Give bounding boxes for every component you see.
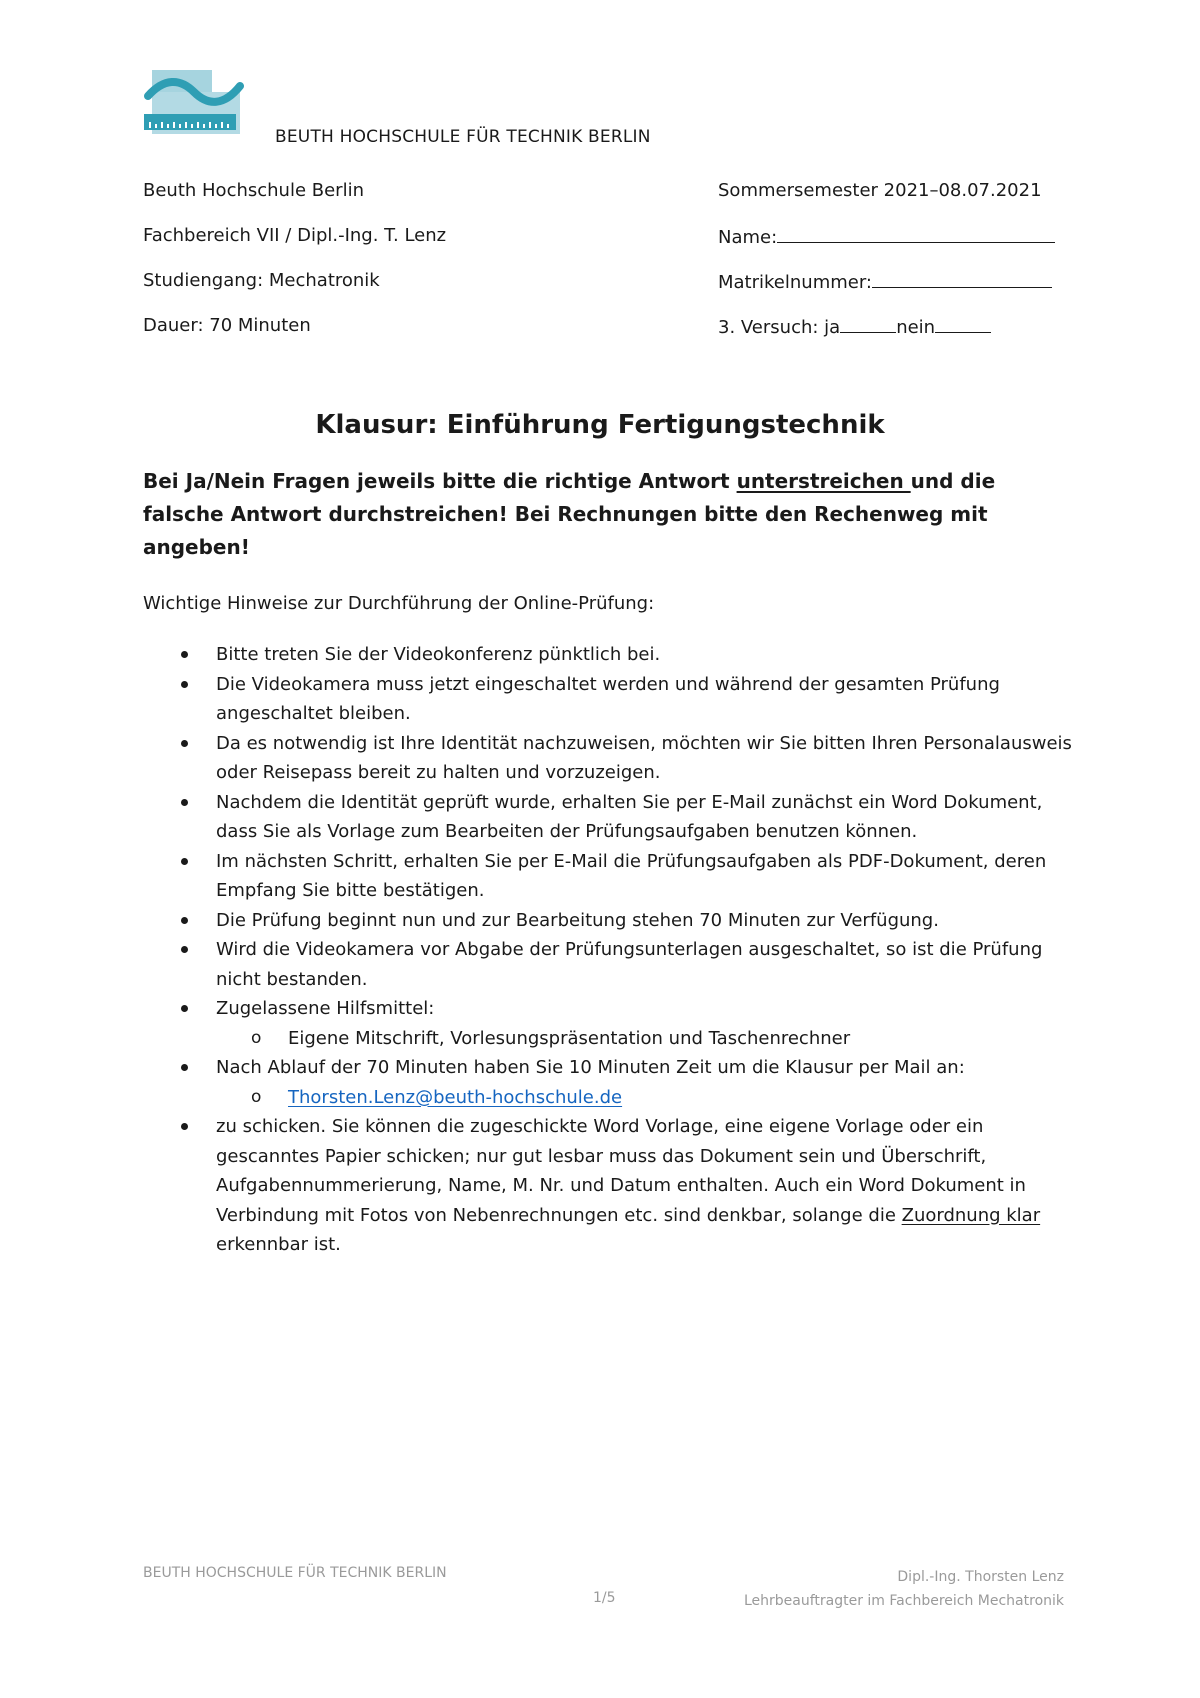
sub-list-item-hilfsmittel: o Eigene Mitschrift, Vorlesungspräsentation und Taschenrechner (143, 1024, 1078, 1054)
last-bullet-text: zu schicken. Sie können die zugeschickte Word Vorlage, eine eigene Vorlage oder ein gescanntes Papier schicken; nur gut lesbar muss das Dokument sein und Überschrift, Aufgabennummerierung, Name, M. Nr. und Datum enthalten. Auch ein Word Dokument in Verbindung mit Fotos von Nebenrechnungen etc. sind denkbar, solange die (216, 1116, 1026, 1226)
versuch-label: 3. Versuch: ja (718, 317, 841, 338)
footer-author (744, 1565, 1064, 1613)
hints-heading: Wichtige Hinweise zur Durchführung der Online-Prüfung: (143, 593, 655, 614)
versuch-field-row (718, 315, 1055, 360)
meta-department: Fachbereich VII / Dipl.-Ing. T. Lenz (143, 225, 447, 246)
instructions (143, 465, 1073, 564)
footer-page-number: 1/5 (593, 1590, 616, 1606)
hints-list (143, 640, 1078, 1260)
versuch-nein-label: nein (896, 317, 936, 338)
list-item: Bitte treten Sie der Videokonferenz pünktlich bei. (143, 640, 1078, 670)
meta-semester: Sommersemester 2021–08.07.2021 (718, 180, 1042, 201)
list-item (143, 1112, 1078, 1260)
matrikel-field-row (718, 270, 1055, 315)
instructions-part1: Bei Ja/Nein Fragen jeweils bitte die richtige Antwort (143, 469, 737, 493)
meta-course: Studiengang: Mechatronik (143, 270, 380, 291)
name-label: Name: (718, 227, 778, 248)
list-item: Die Prüfung beginnt nun und zur Bearbeitung stehen 70 Minuten zur Verfügung. (143, 906, 1078, 936)
list-item: Da es notwendig ist Ihre Identität nachzuweisen, möchten wir Sie bitten Ihren Personalausweis oder Reisepass bereit zu halten und vorzuzeigen. (143, 729, 1078, 788)
list-item: Zugelassene Hilfsmittel: (143, 994, 1078, 1024)
name-fill-line[interactable] (777, 225, 1055, 243)
list-item: Die Videokamera muss jetzt eingeschaltet werden und während der gesamten Prüfung angeschaltet bleiben. (143, 670, 1078, 729)
footer-org: BEUTH HOCHSCHULE FÜR TECHNIK BERLIN (143, 1565, 447, 1581)
org-name: BEUTH HOCHSCHULE FÜR TECHNIK BERLIN (275, 127, 651, 147)
instructions-underlined: unterstreichen (736, 469, 911, 493)
list-item: Wird die Videokamera vor Abgabe der Prüfungsunterlagen ausgeschaltet, so ist die Prüfung nicht bestanden. (143, 935, 1078, 994)
instructions-part2: und die falsche Antwort durchstreichen! Bei Rechnungen bitte den Rechenweg mit angeben! (143, 469, 996, 559)
meta-duration: Dauer: 70 Minuten (143, 315, 311, 336)
footer-author-name: Dipl.-Ing. Thorsten Lenz (897, 1569, 1064, 1585)
last-bullet-tail: erkennbar ist. (216, 1234, 341, 1255)
email-link[interactable]: Thorsten.Lenz@beuth-hochschule.de (288, 1086, 623, 1108)
list-item: Nachdem die Identität geprüft wurde, erhalten Sie per E-Mail zunächst ein Word Dokument, dass Sie als Vorlage zum Bearbeiten der Prüfungsaufgaben benutzen können. (143, 788, 1078, 847)
sub-list-item-email (143, 1083, 1078, 1113)
meta-right-block (718, 180, 1055, 360)
name-field-row (718, 225, 1055, 270)
university-logo (144, 70, 244, 146)
matrikel-label: Matrikelnummer: (718, 272, 872, 293)
last-bullet-underlined: Zuordnung klar (901, 1204, 1041, 1226)
meta-university: Beuth Hochschule Berlin (143, 180, 364, 201)
versuch-nein-line[interactable] (935, 315, 991, 333)
list-item: Im nächsten Schritt, erhalten Sie per E-Mail die Prüfungsaufgaben als PDF-Dokument, deren Empfang Sie bitte bestätigen. (143, 847, 1078, 906)
versuch-ja-line[interactable] (840, 315, 896, 333)
exam-title: Klausur: Einführung Fertigungstechnik (315, 410, 885, 440)
meta-left-block (143, 180, 446, 360)
footer-author-role: Lehrbeauftragter im Fachbereich Mechatronik (743, 1593, 1064, 1609)
matrikel-fill-line[interactable] (872, 270, 1052, 288)
list-item: Nach Ablauf der 70 Minuten haben Sie 10 Minuten Zeit um die Klausur per Mail an: (143, 1053, 1078, 1083)
